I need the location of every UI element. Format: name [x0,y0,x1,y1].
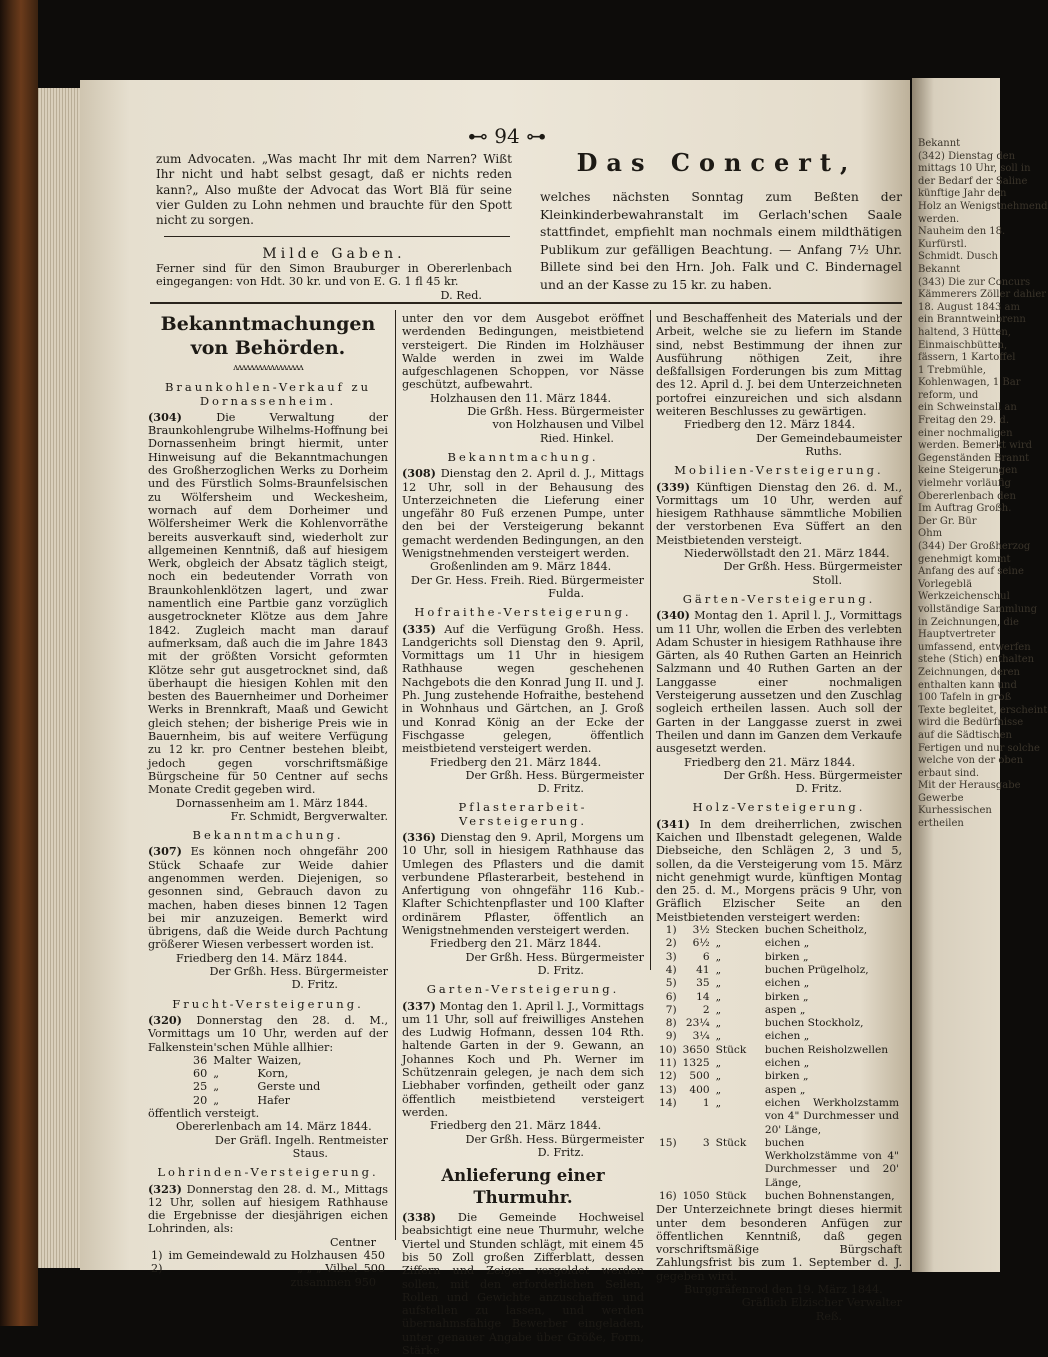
next-page-line: Kurhessischen [918,805,992,817]
notice-340-date: Friedberg den 21. März 1844. [684,755,856,769]
main-horizontal-rule [150,302,902,304]
authority-notices-title: Bekanntmachungen von Behörden. [160,313,376,359]
notice-339-signature-name: Stoll. [812,573,842,587]
next-page-line: 100 Tafeln in groß [918,692,1012,704]
notice-335-body: (335) Auf die Verfügung Großh. Hess. Landgerichts soll Dienstag den 9. April, Vormittags um 11 Uhr in hiesigem Rathhause wegen geschehenen Nachgebots die den Konrad Jung II. und J. Ph. Jung zustehende Hofraithe, bestehend in Wohnhaus und Gärtchen, an J. Groß und Konrad König an der Ecke der Fischgasse gelegen, öffentlich meistbietend versteigert werden. [402,621,644,756]
next-page-line: künftige Jahr den [918,188,1007,200]
next-page-line: Nauheim den 18. [918,226,1006,238]
next-page-line: Obererlenbach den [918,490,1016,502]
next-page-line: in Zeichnungen, die [918,616,1019,628]
notice-320-date: Obererlenbach am 14. März 1844. [176,1120,372,1134]
notice-323-heading: Lohrinden-Versteigerung. [157,1165,379,1180]
next-page-line: Hauptvertreter [918,629,996,641]
notice-341-after: Der Unterzeichnete bringt dieses hiermit unter dem besonderen Anfügen zur öffentlichen Kenntniß, daß gegen vorschriftsmäßige Bürgschaft Zahlungsfrist bis zum 1. September d. J. gegeben wird. [656,1203,902,1283]
next-page-line: auf die Sädtischen [918,729,1012,741]
notice-338-signature: Der Gemeindebaumeister [756,431,902,445]
grain-list [190,1054,323,1107]
notice-320-heading: Frucht-Versteigerung. [172,996,364,1011]
notice-337-body: (337) Montag den 1. April l. J., Vormittags um 11 Uhr, soll auf freiwilliges Anstehen des Ludwig Hofmann, dessen 104 Rth. haltende Garten in der 9. Gewann, an Johannes Koch und Ph. Werner im Schützenrain gelegen, je nach dem sich Liebhaber vorfinden, getheilt oder ganz öffentlich meistbietend versteigert werden. [402,998,645,1119]
notice-304-signature: Fr. Schmidt, Bergverwalter. [230,809,388,823]
table-row: 1) im Gemeindewald zu Holzhausen 450 [151,1249,385,1262]
table-row: 2) „ „ „ Vilbel 500 [151,1262,385,1276]
notice-335-heading: Hofraithe-Versteigerung. [414,605,632,620]
table-row: 13) 400 „ aspen „ [659,1083,806,1096]
next-page-line: (343) Die zur Concurs [918,276,1031,288]
wood-table [656,924,902,1203]
next-page-line: Texte begleitet, erscheint [918,704,1048,716]
table-row: 15) 3 Stück buchen Werkholzstämme von 4" Durchmesser und 20' Länge, [659,1136,899,1189]
next-page-line: Gegenständen Brannt [918,452,1030,464]
next-page-line: mittags 10 Uhr, soll in [918,163,1031,175]
notice-308-signature: Der Gr. Hess. Freih. Ried. Bürgermeister [410,573,644,587]
notice-341-body: (341) In dem dreiherrlichen, zwischen Kaichen und Ilbenstadt gelegenen, Walde Diebseiche, den Schlägen 2, 3 und 5, sollen, da die Versteigerung vom 15. März nicht genehmigt wurde, künftigen Montag den 25. d. M., Morgens präcis 9 Uhr, von Gräflich Elzischer Seite an den Meistbietenden versteigert werden: [656,816,903,924]
table-row: 4) 41 „ buchen Prügelholz, [665,963,869,976]
list-item: 20 „ Hafer [193,1093,290,1107]
next-page-line: fässern, 1 Kartoffel [918,352,1016,364]
table-row: 10) 3650 Stück buchen Reisholzwellen [659,1043,889,1056]
notice-336-body: (336) Dienstag den 9. April, Morgens um 10 Uhr, soll in hiesigem Rathhause das Umlegen des Pflasters und die damit verbundene Pflasterarbeit, bestehend in Anfertigung von ohngefähr 116 Kub.-Klafter Schichtenpflaster und 100 Klafter ordinärem Pflaster, öffentlich an Wenigstnehmenden versteigert werden. [402,829,644,938]
next-page-line: Im Auftrag Großh. [918,503,1012,515]
next-page-line: einer nochmaligen [918,427,1013,439]
bark-table [148,1249,388,1276]
concert-title: Das Concert, [576,148,858,177]
notice-336-signature-name: D. Fritz. [537,963,584,977]
column-divider-2 [650,310,651,970]
notice-335-signature: Der Grßh. Hess. Bürgermeister [465,768,644,782]
notice-336-heading: Pflasterarbeit-Versteigerung. [458,800,588,828]
newspaper-page [80,80,910,1357]
title-ornament: ʌʌʌʌʌʌʌʌʌʌʌʌʌʌʌʌʌ [233,363,303,373]
next-page-line: werden. Bemerkt wird [918,440,1033,452]
book-cover-edge [0,0,38,1326]
column-1 [148,312,388,1289]
notice-323-body: (323) Donnerstag den 28. d. M., Mittags 12 Uhr, sollen auf hiesigem Rathhause die Ergebnisse der diesjährigen eichen Lohrinden, als: [148,1181,388,1236]
story-ending-text: zum Advocaten. „Was macht Ihr mit dem Narren? Wißt Ihr nicht und habt selbst gesagt, daß er nichts reden kann?„ Also mußte der Advocat das Wort Blä für seine vier Gulden zu Lohn nehmen und brauchte für den Spott nicht zu sorgen. [156,152,512,228]
page-number-header [452,124,562,148]
table-row: 2) 6½ „ eichen „ [665,937,810,950]
notice-335-signature-name: D. Fritz. [537,782,584,796]
notice-336-signature: Der Grßh. Hess. Bürgermeister [465,950,644,964]
notice-320-body: (320) Donnerstag den 28. d. M., Vormittags um 10 Uhr, werden auf der Falkenstein'schen Mühle allhier: [148,1012,388,1054]
notice-341-signature: Gräflich Elzischer Verwalter [741,1296,902,1310]
next-page-line: Werkzeichenschul [918,591,1010,603]
table-row: 5) 35 „ eichen „ [665,977,810,990]
table-row: 14) 1 „ eichen Werkholzstamm von 4" Durchmesser und 20' Länge, [659,1096,899,1136]
next-page-line: der Bedarf der Saline [918,175,1028,187]
bark-total: zusammen 950 [290,1275,376,1289]
notice-340-signature: Der Grßh. Hess. Bürgermeister [723,768,902,782]
notice-339-body: (339) Künftigen Dienstag den 26. d. M., Vormittags um 10 Uhr, werden auf hiesigem Rathhause sämmtliche Mobilien der verstorbenen Eva Süffert an den Meistbietenden versteigt. [656,479,903,547]
notice-304-heading: Braunkohlen-Verkauf zu Dornassenheim. [164,380,372,408]
table-row: 8) 23¼ „ buchen Stockholz, [665,1017,864,1030]
table-row: 1) 3½ Stecken buchen Scheitholz, [665,924,868,937]
notice-340-heading: Gärten-Versteigerung. [682,591,876,606]
tower-clock-title: Anlieferung einer Thurmuhr. [441,1166,605,1208]
notice-340-body: (340) Montag den 1. April l. J., Vormittags um 11 Uhr, wollen die Erben des verlebten Adam Schuster in hiesigem Rathhause ihre Gärten, als 40 Ruthen Garten an Heinrich Salzmann und 40 Ruthen Garten an der Langgasse einer nochmaligen Versteigerung aussetzen und den Zuschlag sogleich ertheilen lassen. Auch soll der Garten in der Langgasse zuerst in zwei Theilen und dann im Ganzen dem Verkaufe ausgesetzt werden. [656,608,902,756]
next-page-line: enthalten kann und [918,679,1017,691]
next-page-line: ein Schweinstall an [918,402,1017,414]
next-page-line: Kurfürstl. [918,238,967,250]
next-page-line: werden. [918,213,960,225]
list-item: 25 „ Gerste und [193,1080,321,1094]
list-item: 36 Malter Waizen, [193,1053,302,1067]
ornament-left-icon: ⊷ [467,124,488,148]
next-page-line: Ohm [918,528,943,540]
notice-307-signature-name: D. Fritz. [291,978,338,992]
next-page-line: wird die Bedürfnisse [918,717,1024,729]
next-page-line: (342) Dienstag den [918,150,1016,162]
notice-323-signature-name: Ried. Hinkel. [540,431,614,445]
notice-341-signature-name: Reß. [815,1309,842,1323]
next-page-line: Fertigen und nur solche [918,742,1040,754]
notice-307-signature: Der Grßh. Hess. Bürgermeister [209,965,388,979]
column-divider-1 [395,310,396,1240]
next-page-line: Anfang des auf seine [918,566,1024,578]
notice-338-continued: und Beschaffenheit des Materials und der Arbeit, welche sie zu liefern im Stande sind, nebst Bestimmung der ihnen zur Ausführung nöthigen Zeit, ihre deßfallsigen Forderungen bis zum Mittag des 12. April d. J. bei dem Unterzeichneten portofrei einzureichen und sich alsdann weiteren Beschlusses zu gewärtigen. [656,312,902,419]
notice-307-date: Friedberg den 14. März 1844. [176,951,348,965]
notice-338-date: Friedberg den 12. März 1844. [684,418,856,432]
next-page-line: Einmaischbütten, [918,339,1008,351]
next-page-line: Holz an Wenigstnehmend [918,200,1048,212]
next-page-line: welche von der oben [918,755,1024,767]
column-2 [402,312,644,1357]
notice-308-heading: Bekanntmachung. [447,449,599,464]
notice-320-after: öffentlich versteigt. [148,1107,260,1121]
notice-338-body: (338) Die Gemeinde Hochweisel beabsichtigt eine neue Thurmuhr, welche Viertel und Stunden schlägt, mit einem 45 bis 50 Zoll großen Zifferblatt, dessen Ziffern und Zeiger vergoldet werden sollen, mit den erforderlichen Seilen, Rollen und Gewichte anzuschaffen und aufstellen zu lassen, und werden übernahmsfähige Bewerber eingeladen, unter genauer Angabe über Größe, Form, Stärke [402,1210,644,1357]
table-row: 11) 1325 „ eichen „ [659,1057,810,1070]
next-page-line: umfassend, entwerfen [918,641,1031,653]
next-page-line: erbaut sind. [918,767,980,779]
list-item: 60 „ Korn, [193,1067,289,1081]
table-row: 12) 500 „ birken „ [659,1070,809,1083]
notice-320-signature-name: Staus. [292,1146,328,1160]
notice-341-heading: Holz-Versteigerung. [692,800,866,815]
next-page-line: reform, und [918,389,979,401]
table-row: 16) 1050 Stück buchen Bohnenstangen, [659,1190,895,1202]
next-page-line: ertheilen [918,818,964,830]
table-row: 7) 2 „ aspen „ [665,1003,806,1016]
notice-336-date: Friedberg den 21. März 1844. [430,937,602,951]
next-page-line: Zeichnungen, deren [918,666,1021,678]
next-page-line: Der Gr. Bür [918,515,977,527]
next-page-line: ein Branntweinbrenn [918,314,1026,326]
notice-304-body: (304) Die Verwaltung der Braunkohlengrube Wilhelms-Hoffnung bei Dornassenheim bringt hiermit, unter Hinweisung auf die Bekanntmachungen des Großherzoglichen Werks zu Dorheim und des Fürstlich Solms-Braunfelsischen zu Wölfersheim und Weckesheim, wornach auf dem Dorheimer und Wölfersheimer Werk die Kohlenvorräthe bereits ausverkauft sind, wiederholt zur allgemeinen Kenntniß, daß auf hiesigem Werk, obgleich der Absatz täglich steigt, noch ein bedeutender Vorrath von Braunkohlenklötzen lagert, und zwar namentlich eine Partbie ganz vorzüglich ausgetrockneter Klötze aus dem Jahre 1842. Zugleich macht man darauf aufmerksam, daß auch die im Jahre 1843 mit der größten Vorsicht geformten Klötze sehr gut ausgetrocknet sind, daß überhaupt die hiesigen Kohlen mit den besten des Bauernheimer und Dorheimer Werks in Brennkraft, Maaß und Gewicht gleich stehen; der bisherige Preis wie in Bauernheim, bis auf weitere Verfügung zu 12 kr. pro Centner bestehen bleibt, jedoch gegen vorschriftsmäßige Bürgscheine für 50 Centner auf sechs Monate Credit gegeben wird. [148,409,388,797]
notice-338-signature-name: Ruths. [805,444,842,458]
notice-323-continued: unter den vor dem Ausgebot eröffnet werdenden Bedingungen, meistbietend versteigert. Die Rinden im Holzhäuser Walde werden in zwei im Walde aufgeschlagenen Schoppen, vor Nässe geschützt, aufbewahrt. [402,312,644,392]
bark-unit-label: Centner [329,1235,376,1249]
table-row: 9) 3¼ „ eichen „ [665,1030,810,1043]
table-row: 3) 6 „ birken „ [665,950,809,963]
notice-304-date: Dornassenheim am 1. März 1844. [176,796,368,810]
page-number: 94 [494,124,520,148]
next-page-line: haltend, 3 Hütten, [918,326,1012,338]
notice-307-heading: Bekanntmachung. [192,828,344,843]
notice-339-signature: Der Grßh. Hess. Bürgermeister [723,560,902,574]
next-page-line: keine Steigerungen [918,465,1018,477]
next-page-line: stehe (Stich) enthalten [918,654,1035,666]
next-page-line: Schmidt. Dusch [918,251,998,263]
notice-304-number: (304) [148,409,182,424]
next-page-line: Kohlenwagen, 1 Bar [918,377,1021,389]
story-ending [156,152,512,228]
next-page-line: vielmehr vorläufig [918,478,1011,490]
next-page-edge [912,78,1048,1272]
next-page-text [912,78,1048,831]
notice-323-signature: Die Grßh. Hess. Bürgermeister von Holzhausen und Vilbel [467,405,644,432]
notice-337-date: Friedberg den 21. März 1844. [430,1119,602,1133]
next-page-line: Gewerbe [918,792,964,804]
notice-340-signature-name: D. Fritz. [795,782,842,796]
next-page-line: Kämmerers Zöller dahier [918,289,1047,301]
notice-337-heading: Garten-Versteigerung. [426,982,620,997]
notice-307-body: (307) Es können noch ohngefähr 200 Stück Schaafe zur Weide dahier angenommen werden. Diejenigen, so gesonnen sind, Gebrauch davon zu machen, haben dieses binnen 12 Tagen bei mir anzuzeigen. Bemerkt wird übrigens, daß die Weide durch Pachtung größerer Wiesen verbessert worden ist. [148,844,388,952]
page-stack-edge [38,88,80,1268]
notice-337-signature: Der Grßh. Hess. Bürgermeister [465,1132,644,1146]
next-page-line: 1 Trebmühle, [918,364,986,376]
notice-337-signature-name: D. Fritz. [537,1145,584,1159]
next-page-line: Freitag den 29. d. [918,415,1009,427]
notice-308-date: Großenlinden am 9. März 1844. [430,560,612,574]
next-page-line: 18. August 1843 am [918,301,1020,313]
next-page-line: vollständige Sammlung [918,603,1037,615]
table-row: 6) 14 „ birken „ [665,990,809,1003]
notice-308-signature-name: Fulda. [548,586,584,600]
next-page-line: Bekannt [918,263,961,275]
ornament-right-icon: ⊶ [526,124,547,148]
notice-320-signature: Der Gräfl. Ingelh. Rentmeister [214,1133,388,1147]
notice-323-date: Holzhausen den 11. März 1844. [430,391,612,405]
concert-text: welches nächsten Sonntag zum Beßten der Kleinkinderbewahranstalt im Gerlach'schen Saale stattfindet, empfiehlt man nochmals einem mildthätigen Publikum zur gefälligen Beachtung. — Anfang 7½ Uhr. Billete sind bei den Hrn. Joh. Falk und C. Bindernagel und an der Kasse zu 15 kr. zu haben. [540,189,902,292]
notice-308-body: (308) Dienstag den 2. April d. J., Mittags 12 Uhr, soll in der Behausung des Unterzeichneten die Lieferung einer ungefähr 80 Fuß erzenen Pumpe, unter den bei der Versteigerung bekannt gemacht werdenden Bedingungen, an den Wenigstnehmenden versteigert werden. [402,466,645,561]
notice-335-date: Friedberg den 21. März 1844. [430,755,602,769]
notice-339-date: Niederwöllstadt den 21. März 1844. [684,547,890,561]
milde-gaben-text: Ferner sind für den Simon Brauburger in Obererlenbach eingegangen: von Hdt. 30 kr. und von E. G. 1 fl 45 kr. D. Red. [156,262,512,302]
notice-339-heading: Mobilien-Versteigerung. [674,463,884,478]
milde-gaben-signature: D. Red. [440,288,482,302]
next-page-line: Mit der Herausgabe [918,780,1021,792]
next-page-line: (344) Der Großherzog [918,541,1031,552]
column-3 [656,312,902,1323]
top-left-divider [164,236,510,237]
milde-gaben-heading: Milde Gaben. [262,246,406,262]
next-page-line: Bekannt [918,138,961,149]
notice-341-date: Burggräfenrod den 19. März 1844. [684,1283,883,1297]
next-page-line: genehmigt kommt [918,553,1011,565]
next-page-line: Vorlegeblä [918,578,973,590]
